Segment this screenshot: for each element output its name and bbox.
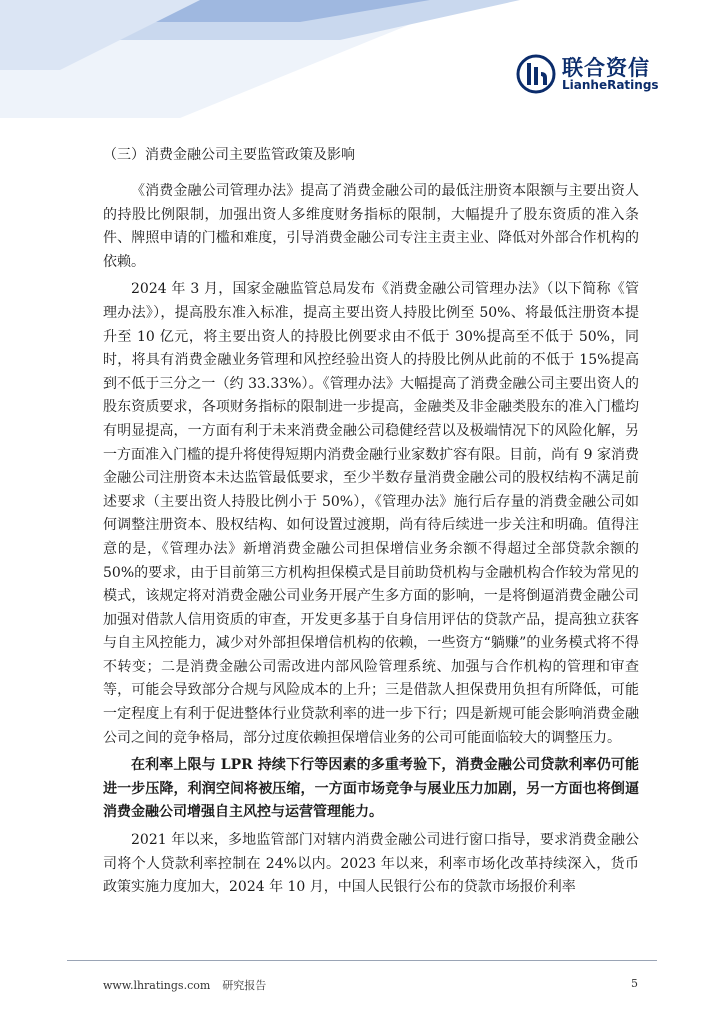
footer-doc-type: 研究报告 xyxy=(222,979,267,992)
document-body xyxy=(103,144,639,904)
paragraph-rate-pressure: 在利率上限与 LPR 持续下行等因素的多重考验下，消费金融公司贷款利率仍可能进一步压降，利润空间将被压缩，一方面市场竞争与展业压力加剧，另一方面也将倒逼消费金融公司增强自主风控与运营管理能力。 xyxy=(103,757,639,821)
paragraph-regulation-details: 2024 年 3 月，国家金融监管总局发布《消费金融公司管理办法》（以下简称《管理办法》），提高股东准入标准，提高主要出资人持股比例至 50%、将最低注册资本提升至 10 亿元，将主要出资人的持股比例要求由不低于 30%提高至不低于 50%，同时，将具有消费金融业务管理和风控经验出资人的持股比例从此前的不低于 15%提高到不低于三分之一（约 33.33%）。《管理办法》大幅提高了消费金融公司主要出资人的股东资质要求，各项财务指标的限制进一步提高，金融类及非金融类股东的准入门槛均有明显提高，一方面有利于未来消费金融公司稳健经营以及极端情况下的风险化解，另一方面准入门槛的提升将使得短期内消费金融行业家数扩容有限。目前，尚有 9 家消费金融公司注册资本未达监管最低要求，至少半数存量消费金融公司的股权结构不满足前述要求（主要出资人持股比例小于 50%），《管理办法》施行后存量的消费金融公司如何调整注册资本、股权结构、如何设置过渡期，尚有待后续进一步关注和明确。值得注意的是，《管理办法》新增消费金融公司担保增信业务余额不得超过全部贷款余额的 50%的要求，由于目前第三方机构担保模式是目前助贷机构与金融机构合作较为常见的模式，该规定将对消费金融公司业务开展产生多方面的影响，一是将倒逼消费金融公司加强对借款人信用资质的审查，开发更多基于自身信用评估的贷款产品，提高独立获客与自主风控能力，减少对外部担保增信机构的依赖，一些资方“躺赚”的业务模式将不得不转变；二是消费金融公司需改进内部风险管理系统、加强与合作机构的管理和审查等，可能会导致部分合规与风险成本的上升；三是借款人担保费用负担有所降低，可能一定程度上有利于促进整体行业贷款利率的进一步下行；四是新规可能会影响消费金融公司之间的竞争格局，部分过度依赖担保增信业务的公司可能面临较大的调整压力。 xyxy=(103,281,639,746)
footer-divider xyxy=(67,960,657,961)
footer-website-link[interactable]: www.lhratings.com xyxy=(103,979,211,992)
paragraph-intro: 《消费金融公司管理办法》提高了消费金融公司的最低注册资本限额与主要出资人的持股比例限制，加强出资人多维度财务指标的限制，大幅提升了股东资质的准入条件、牌照申请的门槛和难度，引导消费金融公司专注主责主业、降低对外部合作机构的依赖。 xyxy=(103,183,639,270)
logo-english-name: LianheRatings xyxy=(562,78,659,92)
company-logo xyxy=(516,52,706,96)
paragraph-rate-history: 2021 年以来，多地监管部门对辖内消费金融公司进行窗口指导，要求消费金融公司将个人贷款利率控制在 24%以内。2023 年以来，利率市场化改革持续深入，货币政策实施力度加大，2024 年 10 月，中国人民银行公布的贷款市场报价利率 xyxy=(103,832,639,896)
logo-chinese-name: 联合资信 xyxy=(562,56,650,80)
footer-info xyxy=(103,977,278,993)
page-number: 5 xyxy=(631,977,638,990)
section-heading: （三）消费金融公司主要监管政策及影响 xyxy=(103,147,355,163)
lianhe-logo-icon xyxy=(516,54,556,94)
